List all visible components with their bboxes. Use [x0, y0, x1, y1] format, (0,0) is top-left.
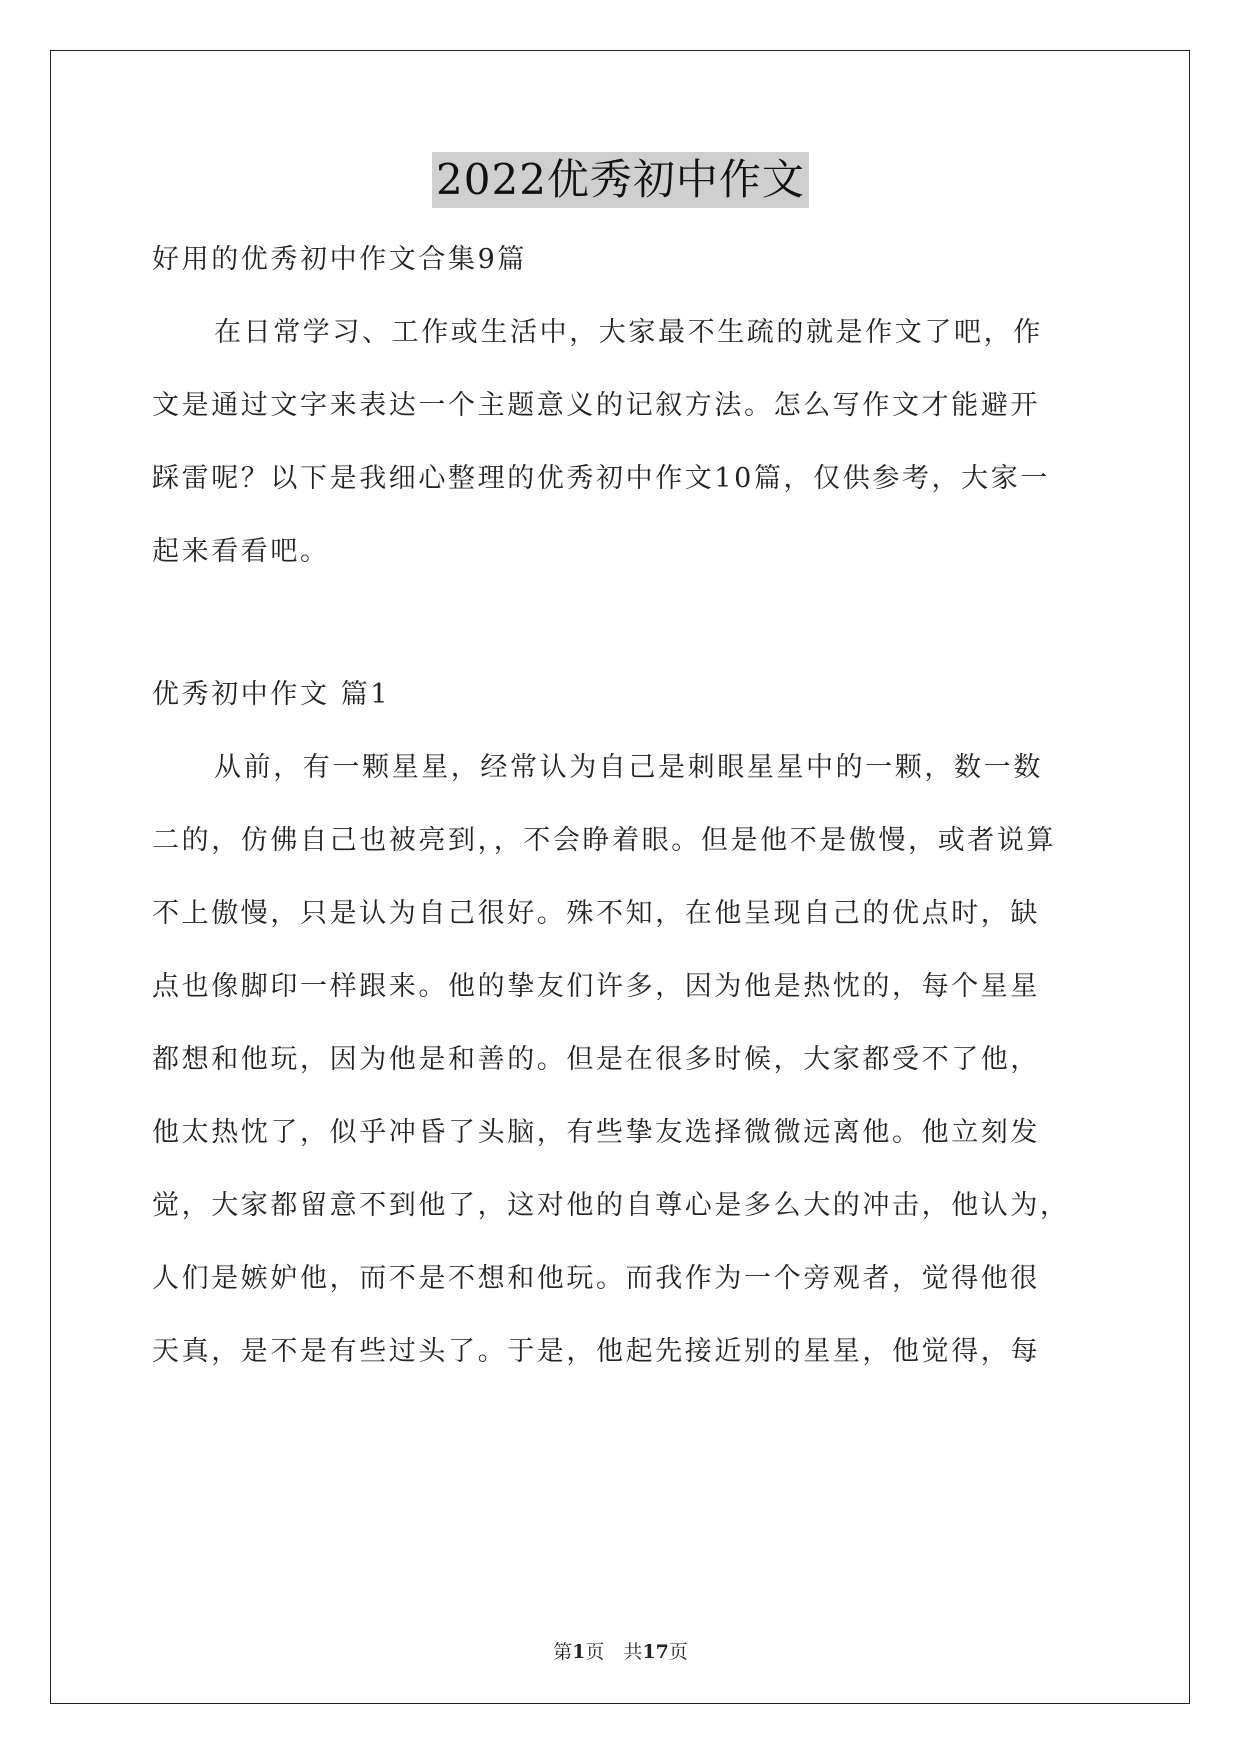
- footer-page-total: 17: [642, 1641, 669, 1663]
- body-line: 从前，有一颗星星，经常认为自己是刺眼星星中的一颗，数一数: [214, 752, 1043, 783]
- footer-page-mid: 页 共: [585, 1641, 643, 1663]
- intro-line: 在日常学习、工作或生活中，大家最不生疏的就是作文了吧，作: [214, 317, 1043, 348]
- footer-page-suffix: 页: [668, 1641, 688, 1663]
- footer-page-current: 1: [572, 1641, 586, 1663]
- body-line: 人们是嫉妒他，而不是不想和他玩。而我作为一个旁观者，觉得他很: [152, 1263, 1040, 1294]
- body-line: 二的，仿佛自己也被亮到，，不会睁着眼。但是他不是傲慢，或者说算: [152, 825, 1057, 856]
- body-line: 他太热忱了，似乎冲昏了头脑，有些挚友选择微微远离他。他立刻发: [152, 1117, 1040, 1148]
- body-line: 都想和他玩，因为他是和善的。但是在很多时候，大家都受不了他，: [152, 1044, 1040, 1075]
- section-heading: 优秀初中作文 篇1: [152, 679, 391, 710]
- page-border: [50, 50, 1190, 1704]
- footer-page-prefix: 第: [553, 1641, 573, 1663]
- body-line: 觉，大家都留意不到他了，这对他的自尊心是多么大的冲击，他认为，: [152, 1190, 1070, 1221]
- document-subtitle: 好用的优秀初中作文合集9篇: [152, 244, 527, 275]
- intro-line: 踩雷呢？以下是我细心整理的优秀初中作文10篇，仅供参考，大家一: [152, 463, 1050, 494]
- body-line: 天真，是不是有些过头了。于是，他起先接近别的星星，他觉得，每: [152, 1336, 1040, 1367]
- intro-line: 文是通过文字来表达一个主题意义的记叙方法。怎么写作文才能避开: [152, 390, 1040, 421]
- document-title: 2022优秀初中作文: [432, 152, 809, 208]
- intro-line: 起来看看吧。: [152, 536, 330, 567]
- page-footer: [0, 1637, 1241, 1664]
- body-line: 点也像脚印一样跟来。他的挚友们许多，因为他是热忱的，每个星星: [152, 971, 1040, 1002]
- title-container: [0, 152, 1241, 208]
- body-line: 不上傲慢，只是认为自己很好。殊不知，在他呈现自己的优点时，缺: [152, 898, 1040, 929]
